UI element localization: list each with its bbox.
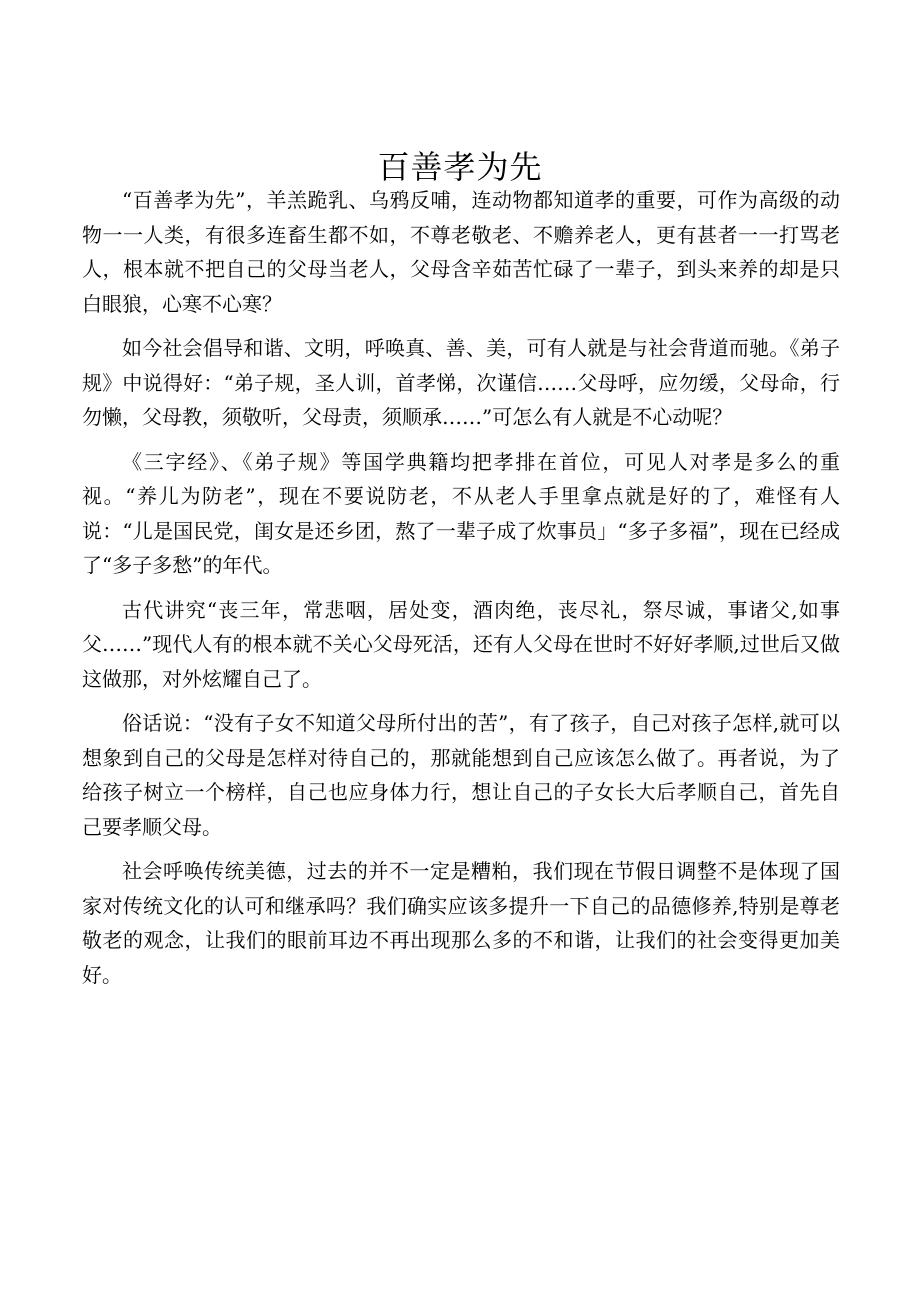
document-body <box>82 183 840 992</box>
paragraph-1: “百善孝为先”，羊羔跪乳、乌鸦反哺，连动物都知道孝的重要，可作为高级的动物一一人类，有很多连畜生都不如，不尊老敬老、不赡养老人，更有甚者一一打骂老人，根本就不把自己的父母当老人，父母含辛茹苦忙碌了一辈子，到头来养的却是只白眼狼，心寒不心寒？ <box>82 188 840 316</box>
paragraph-5: 俗话说：“没有子女不知道父母所付出的苦”，有了孩子，自己对孩子怎样,就可以想象到自己的父母是怎样对待自己的，那就能想到自己应该怎么做了。再者说，为了给孩子树立一个榜样，自己也应身体力行，想让自己的子女长大后孝顺自己，首先自己要孝顺父母。 <box>82 711 840 839</box>
paragraph-2: 如今社会倡导和谐、文明，呼唤真、善、美，可有人就是与社会背道而驰。《弟子规》中说得好：“弟子规，圣人训，首孝悌，次谨信……父母呼，应勿缓，父母命，行勿懒，父母教，须敬听，父母责，须顺承……”可怎么有人就是不心动呢？ <box>82 336 840 429</box>
paragraph-6: 社会呼唤传统美德，过去的并不一定是糟粕，我们现在节假日调整不是体现了国家对传统文化的认可和继承吗？我们确实应该多提升一下自己的品德修养,特别是尊老敬老的观念，让我们的眼前耳边不再出现那么多的不和谐，让我们的社会变得更加美好。 <box>82 859 840 987</box>
paragraph-3: 《三字经》、《弟子规》等国学典籍均把孝排在首位，可见人对孝是多么的重视。“养儿为防老”，现在不要说防老，不从老人手里拿点就是好的了，难怪有人说：“儿是国民党，闺女是还乡团，熬了一辈子成了炊事员」“多子多福”，现在已经成了“多子多愁”的年代。 <box>82 449 840 577</box>
paragraph-4: 古代讲究“丧三年，常悲咽，居处变，酒肉绝，丧尽礼，祭尽诚，事诸父,如事父……”现代人有的根本就不关心父母死活，还有人父母在世时不好好孝顺,过世后又做这做那，对外炫耀自己了。 <box>82 597 840 691</box>
document-title: 百善孝为先 <box>377 148 543 187</box>
